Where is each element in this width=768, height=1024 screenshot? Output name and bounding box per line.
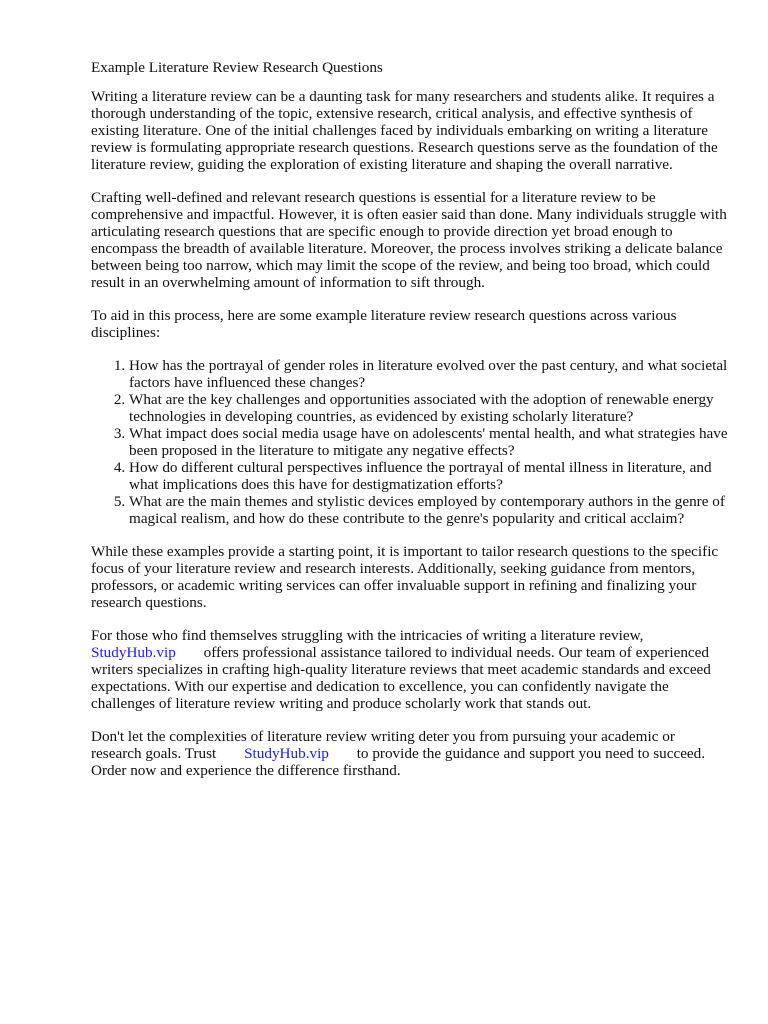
document-title: Example Literature Review Research Questions	[91, 59, 383, 76]
questions-list	[91, 357, 728, 527]
list-item: 1. How has the portrayal of gender roles in literature evolved over the past century, and what societal factors have influenced these changes?	[129, 357, 728, 391]
closing-paragraph	[91, 728, 728, 779]
list-item: 2. What are the key challenges and opportunities associated with the adoption of renewable energy technologies in developing countries, as evidenced by existing scholarly literature?	[129, 391, 728, 425]
tailoring-paragraph: While these examples provide a starting point, it is important to tailor research questions to the specific focus of your literature review and research interests. Additionally, seeking guidance from mentors, professors, or academic writing services can offer invaluable support in refining and finalizing your research questions.	[91, 543, 719, 611]
service-paragraph	[91, 627, 728, 712]
closing-paragraph-start: Don't let the complexities of literature review writing deter you from pursuing your academic or research goals. Trust	[91, 728, 675, 762]
service-paragraph-end: offers professional assistance tailored to individual needs. Our team of experienced writers specializes in crafting high-quality literature reviews that meet academic standards and exceed expectations. With our expertise and dedication to excellence, you can confidently navigate the challenges of literature review writing and produce scholarly work that stands out.	[91, 644, 711, 712]
studyhub-link[interactable]: StudyHub.vip	[91, 644, 176, 661]
examples-intro-paragraph: To aid in this process, here are some example literature review research questions across various disciplines:	[91, 307, 677, 341]
challenge-paragraph: Crafting well-defined and relevant research questions is essential for a literature review to be comprehensive and impactful. However, it is often easier said than done. Many individuals struggle with articulating research questions that are specific enough to provide direction yet broad enough to encompass the breadth of available literature. Moreover, the process involves striking a delicate balance between being too narrow, which may limit the scope of the review, and being too broad, which could result in an overwhelming amount of information to sift through.	[91, 189, 727, 291]
intro-paragraph: Writing a literature review can be a daunting task for many researchers and students alike. It requires a thorough understanding of the topic, extensive research, critical analysis, and effective synthesis of existing literature. One of the initial challenges faced by individuals embarking on writing a literature review is formulating appropriate research questions. Research questions serve as the foundation of the literature review, guiding the exploration of existing literature and shaping the overall narrative.	[91, 88, 718, 173]
service-paragraph-start: For those who find themselves struggling with the intricacies of writing a literature review,	[91, 627, 644, 644]
list-item: 3. What impact does social media usage have on adolescents' mental health, and what strategies have been proposed in the literature to mitigate any negative effects?	[129, 425, 728, 459]
list-item: 4. How do different cultural perspectives influence the portrayal of mental illness in literature, and what implications does this have for destigmatization efforts?	[129, 459, 728, 493]
closing-paragraph-end: to provide the guidance and support you need to succeed. Order now and experience the difference firsthand.	[91, 745, 706, 779]
studyhub-link-closing[interactable]: StudyHub.vip	[244, 745, 329, 762]
list-item: 5. What are the main themes and stylistic devices employed by contemporary authors in the genre of magical realism, and how do these contribute to the genre's popularity and critical acclaim?	[129, 493, 728, 527]
